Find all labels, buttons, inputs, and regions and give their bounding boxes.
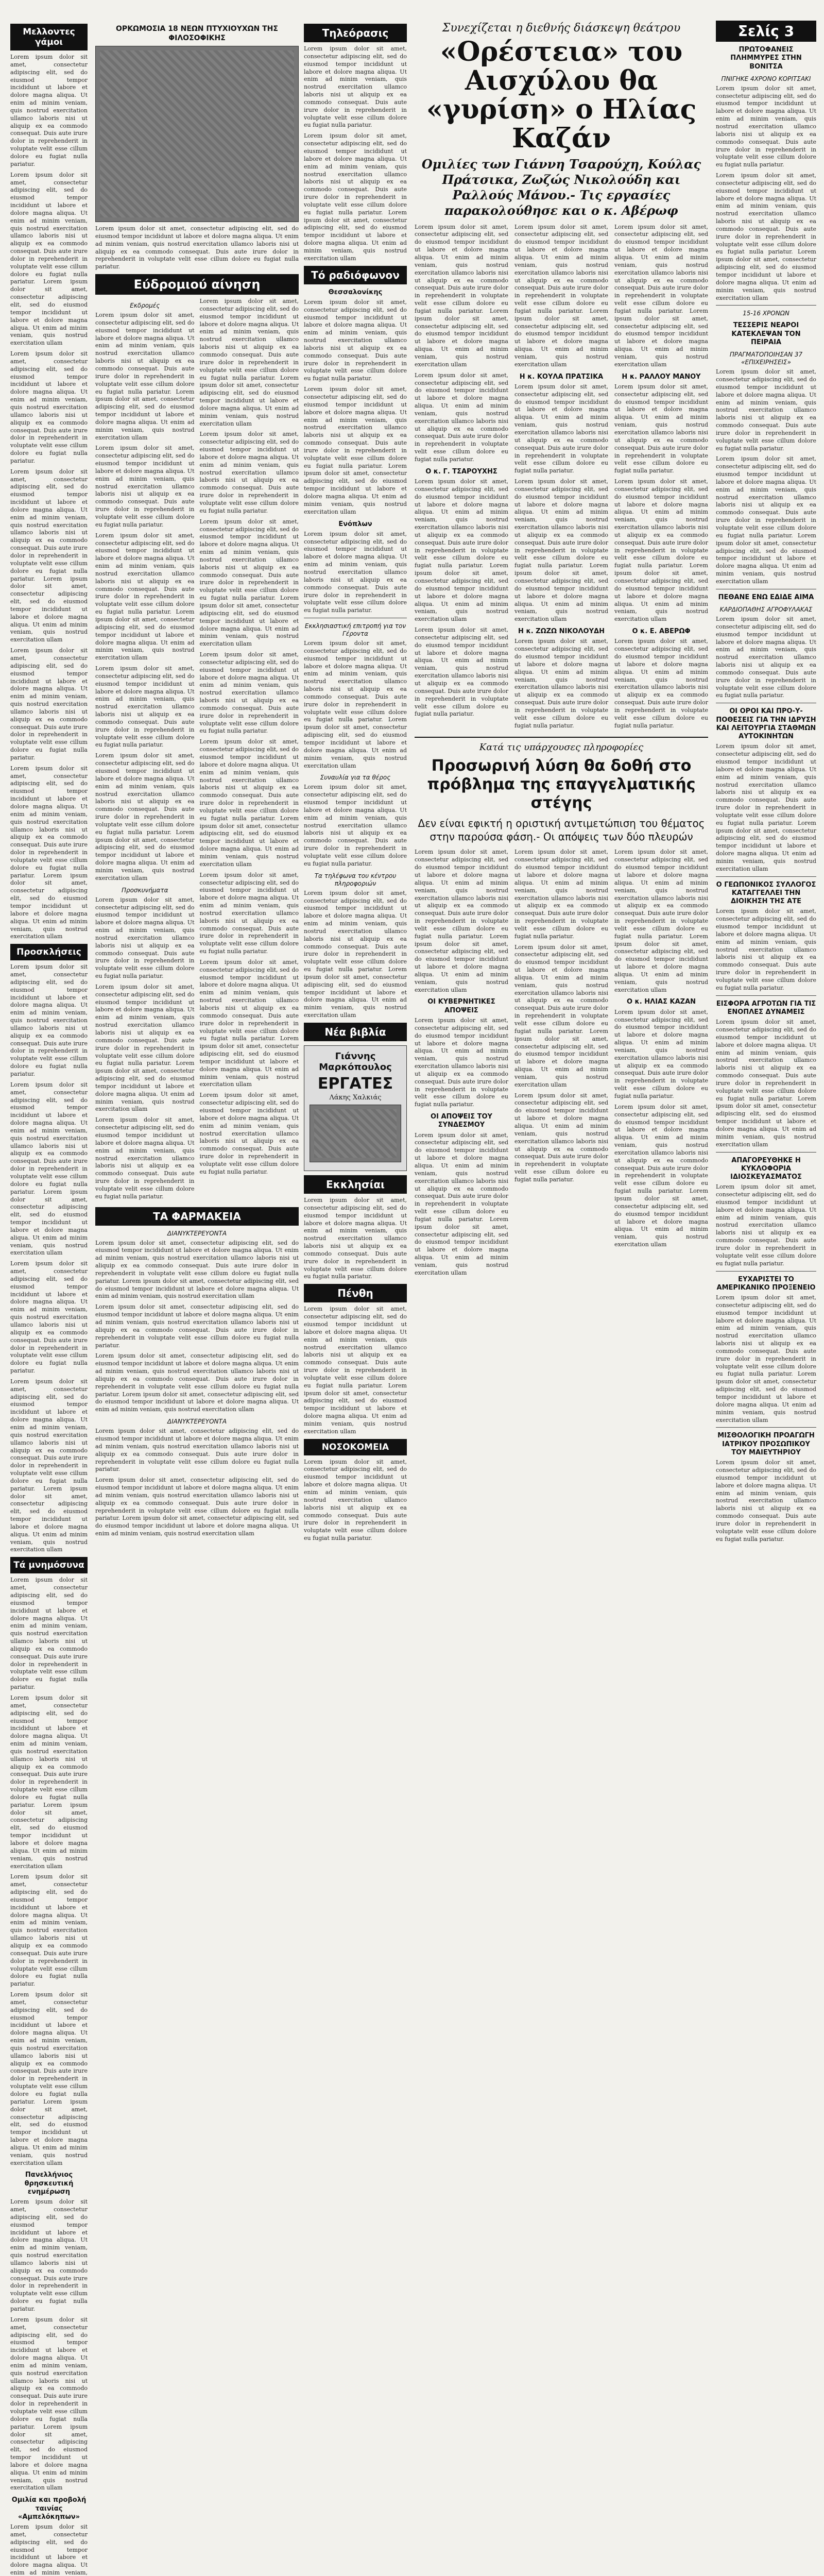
subhead: Ο κ. Γ. ΤΣΑΡΟΥΧΗΣ (425, 467, 497, 476)
body-text: Lorem ipsum dolor sit amet, consectetur adipiscing elit, sed do eiusmod tempor incididunt ut labore et dolore magna aliqua. Ut enim ad minim veniam, quis nostrud exercitation ullamco laboris nisi ut aliquip ex ea commodo consequat. Duis aute irure dolor in reprehenderit in voluptate velit esse cillum dolore eu fugiat nulla pariatur. (716, 368, 816, 452)
churches-banner: Εκκλησίαι (304, 1175, 407, 1194)
body-text: Lorem ipsum dolor sit amet, consectetur adipiscing elit, sed do eiusmod tempor incididunt ut labore et dolore magna aliqua. Ut enim ad minim veniam, quis nostrud exercitation ullamco laboris nisi ut aliquip ex ea commodo consequat. Duis aute irure dolor in reprehenderit in voluptate velit esse cillum dolore eu fugiat nulla pariatur. (304, 784, 407, 867)
body-text: Lorem ipsum dolor sit amet, consectetur adipiscing elit, sed do eiusmod tempor incididunt ut labore et dolore magna aliqua. Ut enim ad minim veniam, quis nostrud exercitation ullamco laboris nisi ut aliquip ex ea commodo consequat. Duis aute irure dolor in reprehenderit in voluptate velit esse cillum dolore eu fugiat nulla pariatur. (304, 530, 407, 614)
body-text: Lorem ipsum dolor sit amet, consectetur adipiscing elit, sed do eiusmod tempor incididunt ut labore et dolore magna aliqua. Ut enim ad minim veniam, quis nostrud exercitation ullamco laboris nisi ut aliquip ex ea commodo consequat. Duis aute irure dolor in reprehenderit in voluptate velit esse cillum dolore eu fugiat nulla pariatur. Lorem ipsum dolor sit amet, consectetur adipiscing elit, sed do eiusmod tempor incididunt ut labore et dolore magna aliqua. Ut enim ad minim veniam, quis nostrud exercitation ullam (199, 738, 299, 868)
section-heading: ΔΙΑΝΥΚΤΕΡΕΥΟΝΤΑ (167, 1229, 227, 1237)
body-text: Lorem ipsum dolor sit amet, consectetur adipiscing elit, sed do eiusmod tempor incididunt ut labore et dolore magna aliqua. Ut enim ad minim veniam, quis nostrud exercitation ullamco laboris nisi ut aliquip ex ea commodo consequat. Duis aute irure dolor in reprehenderit in voluptate velit esse cillum dolore eu fugiat nulla pariatur. Lorem ipsum dolor sit amet, consectetur adipiscing elit, sed do eiusmod tempor incididunt ut labore et dolore magna aliqua. Ut enim ad minim veniam, quis nostrud exercitation ullam (415, 478, 508, 623)
pharmacies-banner: ΤΑ ΦΑΡΜΑΚΕΙΑ (95, 1207, 299, 1226)
subhead: Ο κ. Ε. ΑΒΕΡΩΦ (632, 628, 691, 636)
body-text: Lorem ipsum dolor sit amet, consectetur adipiscing elit, sed do eiusmod tempor incididunt ut labore et dolore magna aliqua. Ut enim ad minim veniam, quis nostrud exercitation ullamco laboris nisi ut aliquip ex ea commodo consequat. Duis aute irure dolor in reprehenderit in voluptate velit esse cillum dolore eu fugiat nulla pariatur. Lorem ipsum dolor sit amet, consectetur adipiscing elit, sed do eiusmod tempor incididunt ut labore et dolore magna aliqua. Ut enim ad minim veniam, quis nostrud exercitation ullam (10, 1081, 88, 1257)
book-cover-photo (310, 1105, 401, 1162)
body-text: Lorem ipsum dolor sit amet, consectetur adipiscing elit, sed do eiusmod tempor incididunt ut labore et dolore magna aliqua. Ut enim ad minim veniam, quis nostrud exercitation ullamco laboris nisi ut aliquip ex ea commodo consequat. Duis aute irure dolor in reprehenderit in voluptate velit esse cillum dolore eu fugiat nulla pariatur. (304, 298, 407, 382)
body-text: Lorem ipsum dolor sit amet, consectetur adipiscing elit, sed do eiusmod tempor incididunt ut labore et dolore magna aliqua. Ut enim ad minim veniam, quis nostrud exercitation ullamco laboris nisi ut aliquip ex ea commodo consequat. Duis aute irure dolor in reprehenderit in voluptate velit esse cillum dolore eu fugiat nulla pariatur. (304, 1458, 407, 1542)
body-text: Lorem ipsum dolor sit amet, consectetur adipiscing elit, sed do eiusmod tempor incididunt ut labore et dolore magna aliqua. Ut enim ad minim veniam, quis nostrud exercitation ullamco laboris nisi ut aliquip ex ea commodo consequat. Duis aute irure dolor in reprehenderit in voluptate velit esse cillum dolore eu fugiat nulla pariatur. Lorem ipsum dolor sit amet, consectetur adipiscing elit, sed do eiusmod tempor incididunt ut labore et dolore magna aliqua. Ut enim ad minim veniam, quis nostrud exercitation ullam (304, 386, 407, 515)
body-text: Lorem ipsum dolor sit amet, consectetur adipiscing elit, sed do eiusmod tempor incididunt ut labore et dolore magna aliqua. Ut enim ad minim veniam, quis nostrud exercitation ullamco laboris nisi ut aliquip ex ea commodo consequat. Duis aute irure dolor in reprehenderit in voluptate velit esse cillum dolore eu fugiat nulla pariatur. (304, 45, 407, 129)
body-text: Lorem ipsum dolor sit amet, consectetur adipiscing elit, sed do eiusmod tempor incididunt ut labore et dolore magna aliqua. Ut enim ad minim veniam, quis nostrud exercitation ullamco laboris nisi ut aliquip ex ea commodo consequat. Duis aute irure dolor in reprehenderit in voluptate velit esse cillum dolore eu fugiat nulla pariatur. Lorem ipsum dolor sit amet, consectetur adipiscing elit, sed do eiusmod tempor incididunt ut labore et dolore magna aliqua. Ut enim ad minim veniam, quis nostrud exercitation ullam (199, 518, 299, 648)
article-heading: ΜΙΣΘΟΛΟΓΙΚΗ ΠΡΟΑΓΩΓΗ ΙΑΤΡΙΚΟΥ ΠΡΟΣΩΠΙΚΟΥ ΤΟΥ ΜΑΙΕΥΤΗΡΙΟΥ (717, 1432, 815, 1456)
body-text: Lorem ipsum dolor sit amet, consectetur adipiscing elit, sed do eiusmod tempor incididunt ut labore et dolore magna aliqua. Ut enim ad minim veniam, quis nostrud exercitation ullamco laboris nisi ut aliquip ex ea commodo consequat. Duis aute irure dolor in reprehenderit in voluptate velit esse cillum dolore eu fugiat nulla pariatur. (614, 1008, 708, 1099)
article-heading: ΕΥΧΑΡΙΣΤΕΙ ΤΟ ΑΜΕΡΙΚΑΝΙΚΟ ΠΡΟΞΕΝΕΙΟ (716, 1275, 816, 1292)
article-heading: ΠΕΘΑΝΕ ΕΝΩ ΕΔΙΔΕ ΑΙΜΑ (718, 593, 814, 601)
body-text: Lorem ipsum dolor sit amet, consectetur adipiscing elit, sed do eiusmod tempor incididunt ut labore et dolore magna aliqua. Ut enim ad minim veniam, quis nostrud exercitation ullamco laboris nisi ut aliquip ex ea commodo consequat. Duis aute irure dolor in reprehenderit in voluptate velit esse cillum dolore eu fugiat nulla pariatur. Lorem ipsum dolor sit amet, consectetur adipiscing elit, sed do eiusmod tempor incididunt ut labore et dolore magna aliqua. Ut enim ad minim veniam, quis nostrud exercitation ullam (95, 752, 195, 882)
body-text: Lorem ipsum dolor sit amet, consectetur adipiscing elit, sed do eiusmod tempor incididunt ut labore et dolore magna aliqua. Ut enim ad minim veniam, quis nostrud exercitation ullamco laboris nisi ut aliquip ex ea commodo consequat. Duis aute irure dolor in reprehenderit in voluptate velit esse cillum dolore eu fugiat nulla pariatur. Lorem ipsum dolor sit amet, consectetur adipiscing elit, sed do eiusmod tempor incididunt ut labore et dolore magna aliqua. Ut enim ad minim veniam, quis nostrud exercitation ullam (304, 132, 407, 262)
subhead: Η κ. ΖΩΖΩ ΝΙΚΟΛΟΥΔΗ (518, 628, 605, 636)
second-headline: Προσωρινή λύση θα δοθή στο πρόβλημα της επαγγελματικής στέγης (427, 757, 696, 812)
body-text: Lorem ipsum dolor sit amet, consectetur adipiscing elit, sed do eiusmod tempor incididunt ut labore et dolore magna aliqua. Ut enim ad minim veniam, quis nostrud exercitation ullamco laboris nisi ut aliquip ex ea commodo consequat. Duis aute irure dolor in reprehenderit in voluptate velit esse cillum dolore eu fugiat nulla pariatur. (304, 1197, 407, 1280)
section-banner: Τά μνημόσυνα (10, 1557, 88, 1573)
body-text: Lorem ipsum dolor sit amet, consectetur adipiscing elit, sed do eiusmod tempor incididunt ut labore et dolore magna aliqua. Ut enim ad minim veniam, quis nostrud exercitation ullamco laboris nisi ut aliquip ex ea commodo consequat. Duis aute irure dolor in reprehenderit in voluptate velit esse cillum dolore eu fugiat nulla pariatur. Lorem ipsum dolor sit amet, consectetur adipiscing elit, sed do eiusmod tempor incididunt ut labore et dolore magna aliqua. Ut enim ad minim veniam, quis nostrud exercitation ullam (716, 1294, 816, 1423)
body-text: Lorem ipsum dolor sit amet, consectetur adipiscing elit, sed do eiusmod tempor incididunt ut labore et dolore magna aliqua. Ut enim ad minim veniam, quis nostrud exercitation ullamco laboris nisi ut aliquip ex ea commodo consequat. Duis aute irure dolor in reprehenderit in voluptate velit esse cillum dolore eu fugiat nulla pariatur. (10, 350, 88, 464)
article-heading: ΟΙ ΟΡΟΙ ΚΑΙ ΠΡΟ-Υ-ΠΟΘΕΣΕΙΣ ΓΙΑ ΤΗΝ ΙΔΡΥΣΗ ΚΑΙ ΛΕΙΤΟΥΡΓΙΑ ΣΤΑΘΜΩΝ ΑΥΤΟΚΙΝΗΤΩΝ (716, 707, 816, 741)
book-author: Γιάννης Μαρκόπουλος (319, 1051, 392, 1073)
body-text: Lorem ipsum dolor sit amet, consectetur adipiscing elit, sed do eiusmod tempor incididunt ut labore et dolore magna aliqua. Ut enim ad minim veniam, quis nostrud exercitation ullamco laboris nisi ut aliquip ex ea commodo consequat. Duis aute irure dolor in reprehenderit in voluptate velit esse cillum dolore eu fugiat nulla pariatur. Lorem ipsum dolor sit amet, consectetur adipiscing elit, sed do eiusmod tempor incididunt ut labore et dolore magna aliqua. Ut enim ad minim veniam, quis nostrud exercitation ullam (10, 1694, 88, 1870)
body-text: Lorem ipsum dolor sit amet, consectetur adipiscing elit, sed do eiusmod tempor incididunt ut labore et dolore magna aliqua. Ut enim ad minim veniam, quis nostrud exercitation ullamco laboris nisi ut aliquip ex ea commodo consequat. Duis aute irure dolor in reprehenderit in voluptate velit esse cillum dolore eu fugiat nulla pariatur. (10, 647, 88, 761)
hospitals-banner: ΝΟΣΟΚΟΜΕΙΑ (304, 1439, 407, 1455)
body-text: Lorem ipsum dolor sit amet, consectetur adipiscing elit, sed do eiusmod tempor incididunt ut labore et dolore magna aliqua. Ut enim ad minim veniam, quis nostrud exercitation ullamco laboris nisi ut aliquip ex ea commodo consequat. Duis aute irure dolor in reprehenderit in voluptate velit esse cillum dolore eu fugiat nulla pariatur. (716, 616, 816, 699)
body-text: Lorem ipsum dolor sit amet, consectetur adipiscing elit, sed do eiusmod tempor incididunt ut labore et dolore magna aliqua. Ut enim ad minim veniam, quis nostrud exercitation ullamco laboris nisi ut aliquip ex ea commodo consequat. Duis aute irure dolor in reprehenderit in voluptate velit esse cillum dolore eu fugiat nulla pariatur. Lorem ipsum dolor sit amet, consectetur adipiscing elit, sed do eiusmod tempor incididunt ut labore et dolore magna aliqua. Ut enim ad minim veniam, quis nostrud exercitation ullam (199, 298, 299, 427)
section-banner: Μελλοντες γάμοι (10, 24, 88, 50)
body-text: Lorem ipsum dolor sit amet, consectetur adipiscing elit, sed do eiusmod tempor incididunt ut labore et dolore magna aliqua. Ut enim ad minim veniam, quis nostrud exercitation ullamco laboris nisi ut aliquip ex ea commodo consequat. Duis aute irure dolor in reprehenderit in voluptate velit esse cillum dolore eu fugiat nulla pariatur. Lorem ipsum dolor sit amet, consectetur adipiscing elit, sed do eiusmod tempor incididunt ut labore et dolore magna aliqua. Ut enim ad minim veniam, quis nostrud exercitation ullam (716, 455, 816, 585)
body-text: Lorem ipsum dolor sit amet, consectetur adipiscing elit, sed do eiusmod tempor incididunt ut labore et dolore magna aliqua. Ut enim ad minim veniam, quis nostrud exercitation ullamco laboris nisi ut aliquip ex ea commodo consequat. Duis aute irure dolor in reprehenderit in voluptate velit esse cillum dolore eu fugiat nulla pariatur. Lorem ipsum dolor sit amet, consectetur adipiscing elit, sed do eiusmod tempor incididunt ut labore et dolore magna aliqua. Ut enim ad minim veniam, quis nostrud exercitation ullam (95, 1477, 299, 1537)
section-heading: Εκδρομές (130, 302, 160, 310)
graduates-photo (95, 46, 299, 222)
body-text: Lorem ipsum dolor sit amet, consectetur adipiscing elit, sed do eiusmod tempor incididunt ut labore et dolore magna aliqua. Ut enim ad minim veniam, quis nostrud exercitation ullamco laboris nisi ut aliquip ex ea commodo consequat. Duis aute irure dolor in reprehenderit in voluptate velit esse cillum dolore eu fugiat nulla pariatur. Lorem ipsum dolor sit amet, consectetur adipiscing elit, sed do eiusmod tempor incididunt ut labore et dolore magna aliqua. Ut enim ad minim veniam, quis nostrud exercitation ullam (10, 468, 88, 643)
second-article-columns (415, 849, 708, 1280)
body-text: Lorem ipsum dolor sit amet, consectetur adipiscing elit, sed do eiusmod tempor incididunt ut labore et dolore magna aliqua. Ut enim ad minim veniam, quis nostrud exercitation ullamco laboris nisi ut aliquip ex ea commodo consequat. Duis aute irure dolor in reprehenderit in voluptate velit esse cillum dolore eu fugiat nulla pariatur. Lorem ipsum dolor sit amet, consectetur adipiscing elit, sed do eiusmod tempor incididunt ut labore et dolore magna aliqua. Ut enim ad minim veniam, quis nostrud exercitation ullam (304, 889, 407, 1019)
book-publisher: Λάκης Χαλκιάς (329, 1094, 382, 1101)
main-kicker: Συνεχίζεται η διεθνής διάσκεψη θεάτρου (442, 22, 681, 35)
body-text: Lorem ipsum dolor sit amet, consectetur adipiscing elit, sed do eiusmod tempor incididunt ut labore et dolore magna aliqua. Ut enim ad minim veniam, quis nostrud exercitation ullamco laboris nisi ut aliquip ex ea commodo consequat. Duis aute irure dolor in reprehenderit in voluptate velit esse cillum dolore eu fugiat nulla pariatur. (415, 626, 508, 718)
body-text: Lorem ipsum dolor sit amet, consectetur adipiscing elit, sed do eiusmod tempor incididunt ut labore et dolore magna aliqua. Ut enim ad minim veniam, quis nostrud exercitation ullamco laboris nisi ut aliquip ex ea commodo consequat. Duis aute irure dolor in reprehenderit in voluptate velit esse cillum dolore eu fugiat nulla pariatur. Lorem ipsum dolor sit amet, consectetur adipiscing elit, sed do eiusmod tempor incididunt ut labore et dolore magna aliqua. Ut enim ad minim veniam, quis nostrud exercitation ullam (95, 1352, 299, 1413)
body-text: Lorem ipsum dolor sit amet, consectetur adipiscing elit, sed do eiusmod tempor incididunt ut labore et dolore magna aliqua. Ut enim ad minim veniam, quis nostrud exercitation ullamco laboris nisi ut aliquip ex ea commodo consequat. Duis aute irure dolor in reprehenderit in voluptate velit esse cillum dolore eu fugiat nulla pariatur. Lorem ipsum dolor sit amet, consectetur adipiscing elit, sed do eiusmod tempor incididunt ut labore et dolore magna aliqua. Ut enim ad minim veniam, quis nostrud exercitation ullam (614, 223, 708, 368)
body-text: Lorem ipsum dolor sit amet, consectetur adipiscing elit, sed do eiusmod tempor incididunt ut labore et dolore magna aliqua. Ut enim ad minim veniam, quis nostrud exercitation ullamco laboris nisi ut aliquip ex ea commodo consequat. Duis aute irure dolor in reprehenderit in voluptate velit esse cillum dolore eu fugiat nulla pariatur. (95, 445, 195, 528)
body-text: Lorem ipsum dolor sit amet, consectetur adipiscing elit, sed do eiusmod tempor incididunt ut labore et dolore magna aliqua. Ut enim ad minim veniam, quis nostrud exercitation ullamco laboris nisi ut aliquip ex ea commodo consequat. Duis aute irure dolor in reprehenderit in voluptate velit esse cillum dolore eu fugiat nulla pariatur. (95, 665, 195, 749)
subhead: Η κ. ΚΟΥΛΑ ΠΡΑΤΣΙΚΑ (519, 372, 604, 381)
divider (716, 1271, 816, 1272)
body-text: Lorem ipsum dolor sit amet, consectetur adipiscing elit, sed do eiusmod tempor incididunt ut labore et dolore magna aliqua. Ut enim ad minim veniam, quis nostrud exercitation ullamco laboris nisi ut aliquip ex ea commodo consequat. Duis aute irure dolor in reprehenderit in voluptate velit esse cillum dolore eu fugiat nulla pariatur. Lorem ipsum dolor sit amet, consectetur adipiscing elit, sed do eiusmod tempor incididunt ut labore et dolore magna aliqua. Ut enim ad minim veniam, quis nostrud exercitation ullam (514, 943, 608, 1088)
body-text: Lorem ipsum dolor sit amet, consectetur adipiscing elit, sed do eiusmod tempor incididunt ut labore et dolore magna aliqua. Ut enim ad minim veniam, quis nostrud exercitation ullamco laboris nisi ut aliquip ex ea commodo consequat. Duis aute irure dolor in reprehenderit in voluptate velit esse cillum dolore eu fugiat nulla pariatur. Lorem ipsum dolor sit amet, consectetur adipiscing elit, sed do eiusmod tempor incididunt ut labore et dolore magna aliqua. Ut enim ad minim veniam, quis nostrud exercitation ullam (95, 983, 195, 1113)
body-text: Lorem ipsum dolor sit amet, consectetur adipiscing elit, sed do eiusmod tempor incididunt ut labore et dolore magna aliqua. Ut enim ad minim veniam, quis nostrud exercitation ullamco laboris nisi ut aliquip ex ea commodo consequat. Duis aute irure dolor in reprehenderit in voluptate velit esse cillum dolore eu fugiat nulla pariatur. Lorem ipsum dolor sit amet, consectetur adipiscing elit, sed do eiusmod tempor incididunt ut labore et dolore magna aliqua. Ut enim ad minim veniam, quis nostrud exercitation ullam (614, 478, 708, 623)
body-text: Lorem ipsum dolor sit amet, consectetur adipiscing elit, sed do eiusmod tempor incididunt ut labore et dolore magna aliqua. Ut enim ad minim veniam, quis nostrud exercitation ullamco laboris nisi ut aliquip ex ea commodo consequat. Duis aute irure dolor in reprehenderit in voluptate velit esse cillum dolore eu fugiat nulla pariatur. Lorem ipsum dolor sit amet, consectetur adipiscing elit, sed do eiusmod tempor incididunt ut labore et dolore magna aliqua. Ut enim ad minim veniam, quis nostrud exercitation ullam (716, 1019, 816, 1148)
body-text: Lorem ipsum dolor sit amet, consectetur adipiscing elit, sed do eiusmod tempor incididunt ut labore et dolore magna aliqua. Ut enim ad minim veniam, quis nostrud exercitation ullamco laboris nisi ut aliquip ex ea commodo consequat. Duis aute irure dolor in reprehenderit in voluptate velit esse cillum dolore eu fugiat nulla pariatur. Lorem ipsum dolor sit amet, consectetur adipiscing elit, sed do eiusmod tempor incididunt ut labore et dolore magna aliqua. Ut enim ad minim veniam, quis nostrud exercitation ullam (10, 2316, 88, 2492)
body-text: Lorem ipsum dolor sit amet, consectetur adipiscing elit, sed do eiusmod tempor incididunt ut labore et dolore magna aliqua. Ut enim ad minim veniam, quis nostrud exercitation ullamco laboris nisi ut aliquip ex ea commodo consequat. Duis aute irure dolor in reprehenderit in voluptate velit esse cillum dolore eu fugiat nulla pariatur. Lorem ipsum dolor sit amet, consectetur adipiscing elit, sed do eiusmod tempor incididunt ut labore et dolore magna aliqua. Ut enim ad minim veniam, quis nostrud exercitation ullam (95, 532, 195, 662)
body-text: Lorem ipsum dolor sit amet, consectetur adipiscing elit, sed do eiusmod tempor incididunt ut labore et dolore magna aliqua. Ut enim ad minim veniam, quis nostrud exercitation ullamco laboris nisi ut aliquip ex ea commodo consequat. Duis aute irure dolor in reprehenderit in voluptate velit esse cillum dolore eu fugiat nulla pariatur. Lorem ipsum dolor sit amet, consectetur adipiscing elit, sed do eiusmod tempor incididunt ut labore et dolore magna aliqua. Ut enim ad minim veniam, quis nostrud exercitation ullam (95, 312, 195, 441)
section-heading: Ενόπλων (338, 520, 372, 528)
body-text: Lorem ipsum dolor sit amet, consectetur adipiscing elit, sed do eiusmod tempor incididunt ut labore et dolore magna aliqua. Ut enim ad minim veniam, quis nostrud exercitation ullamco laboris nisi ut aliquip ex ea commodo consequat. Duis aute irure dolor in reprehenderit in voluptate velit esse cillum dolore eu fugiat nulla pariatur. Lorem ipsum dolor sit amet, consectetur adipiscing elit, sed do eiusmod tempor incididunt ut labore et dolore magna aliqua. Ut enim ad minim veniam, quis nostrud exercitation ullam (304, 1306, 407, 1435)
body-text: Lorem ipsum dolor sit amet, consectetur adipiscing elit, sed do eiusmod tempor incididunt ut labore et dolore magna aliqua. Ut enim ad minim veniam, quis nostrud exercitation ullamco laboris nisi ut aliquip ex ea commodo consequat. Duis aute irure dolor in reprehenderit in voluptate velit esse cillum dolore eu fugiat nulla pariatur. Lorem ipsum dolor sit amet, consectetur adipiscing elit, sed do eiusmod tempor incididunt ut labore et dolore magna aliqua. Ut enim ad minim veniam, quis nostrud exercitation ullam (199, 958, 299, 1088)
body-text: Lorem ipsum dolor sit amet, consectetur adipiscing elit, sed do eiusmod tempor incididunt ut labore et dolore magna aliqua. Ut enim ad minim veniam, quis nostrud exercitation ullamco laboris nisi ut aliquip ex ea commodo consequat. Duis aute irure dolor in reprehenderit in voluptate velit esse cillum dolore eu fugiat nulla pariatur. (199, 431, 299, 514)
article-heading: ΑΠΑΓΟΡΕΥΘΗΚΕ Η ΚΥΚΛΟΦΟΡΙΑ ΙΔΙΟΣΚΕΥΑΣΜΑΤΟΣ (730, 1156, 802, 1181)
main-deck: Ομιλίες των Γιάννη Τσαρούχη, Κούλας Πράτσικα, Ζωζώς Νικολούδη και Ραλλούς Μάνου.- Τις εργασίες παρακολούθησε και ο κ. Αβέρωφ (421, 156, 701, 218)
page-number-banner: Σελίς 3 (716, 21, 816, 42)
body-text: Lorem ipsum dolor sit amet, consectetur adipiscing elit, sed do eiusmod tempor incididunt ut labore et dolore magna aliqua. Ut enim ad minim veniam, quis nostrud exercitation ullamco laboris nisi ut aliquip ex ea commodo consequat. Duis aute irure dolor in reprehenderit in voluptate velit esse cillum dolore eu fugiat nulla pariatur. (514, 1092, 608, 1183)
body-text: Lorem ipsum dolor sit amet, consectetur adipiscing elit, sed do eiusmod tempor incididunt ut labore et dolore magna aliqua. Ut enim ad minim veniam, quis nostrud exercitation ullamco laboris nisi ut aliquip ex ea commodo consequat. Duis aute irure dolor in reprehenderit in voluptate velit esse cillum dolore eu fugiat nulla pariatur. Lorem ipsum dolor sit amet, consectetur adipiscing elit, sed do eiusmod tempor incididunt ut labore et dolore magna aliqua. Ut enim ad minim veniam, quis nostrud exercitation ullam (716, 172, 816, 301)
notice-heading: Τα τηλέφωνα του κέντρου πληροφοριών (314, 872, 397, 887)
article-heading: ΠΡΩΤΟΦΑΝΕΙΣ ΠΛΗΜΜΥΡΕΣ ΣΤΗΝ ΒΟΝΙΤΣΑ (730, 46, 802, 71)
body-text: Lorem ipsum dolor sit amet, consectetur adipiscing elit, sed do eiusmod tempor incididunt ut labore et dolore magna aliqua. Ut enim ad minim veniam, quis nostrud exercitation ullamco laboris nisi ut aliquip ex ea commodo consequat. Duis aute irure dolor in reprehenderit in voluptate velit esse cillum dolore eu fugiat nulla pariatur. (10, 963, 88, 1077)
mourning-banner: Πένθη (304, 1284, 407, 1302)
section-banner: Προσκλήσεις (10, 944, 88, 960)
body-text: Lorem ipsum dolor sit amet, consectetur adipiscing elit, sed do eiusmod tempor incididunt ut labore et dolore magna aliqua. Ut enim ad minim veniam, quis nostrud exercitation ullamco laboris nisi ut aliquip ex ea commodo consequat. Duis aute irure dolor in reprehenderit in voluptate velit esse cillum dolore eu fugiat nulla pariatur. (10, 1873, 88, 1988)
body-text: Lorem ipsum dolor sit amet, consectetur adipiscing elit, sed do eiusmod tempor incididunt ut labore et dolore magna aliqua. Ut enim ad minim veniam, quis nostrud exercitation ullamco laboris nisi ut aliquip ex ea commodo consequat. Duis aute irure dolor in reprehenderit in voluptate velit esse cillum dolore eu fugiat nulla pariatur. (514, 638, 608, 729)
body-text: Lorem ipsum dolor sit amet, consectetur adipiscing elit, sed do eiusmod tempor incididunt ut labore et dolore magna aliqua. Ut enim ad minim veniam, quis nostrud exercitation ullamco laboris nisi ut aliquip ex ea commodo consequat. Duis aute irure dolor in reprehenderit in voluptate velit esse cillum dolore eu fugiat nulla pariatur. (716, 1459, 816, 1543)
divider (716, 305, 816, 306)
body-text: Lorem ipsum dolor sit amet, consectetur adipiscing elit, sed do eiusmod tempor incididunt ut labore et dolore magna aliqua. Ut enim ad minim veniam, quis nostrud exercitation ullamco laboris nisi ut aliquip ex ea commodo consequat. Duis aute irure dolor in reprehenderit in voluptate velit esse cillum dolore eu fugiat nulla pariatur. (10, 1577, 88, 1691)
body-text: Lorem ipsum dolor sit amet, consectetur adipiscing elit, sed do eiusmod tempor incididunt ut labore et dolore magna aliqua. Ut enim ad minim veniam, quis nostrud exercitation ullamco laboris nisi ut aliquip ex ea commodo consequat. Duis aute irure dolor in reprehenderit in voluptate velit esse cillum dolore eu fugiat nulla pariatur. (199, 651, 299, 735)
section-heading: ΔΙΑΝΥΚΤΕΡΕΥΟΝΤΑ (167, 1418, 227, 1426)
body-text: Lorem ipsum dolor sit amet, consectetur adipiscing elit, sed do eiusmod tempor incididunt ut labore et dolore magna aliqua. Ut enim ad minim veniam, quis nostrud exercitation ullamco laboris nisi ut aliquip ex ea commodo consequat. Duis aute irure dolor in reprehenderit in voluptate velit esse cillum dolore eu fugiat nulla pariatur. Lorem ipsum dolor sit amet, consectetur adipiscing elit, sed do eiusmod tempor incididunt ut labore et dolore magna aliqua. Ut enim ad minim veniam, quis nostrud exercitation ullam (415, 223, 508, 368)
book-advert (304, 1045, 407, 1171)
body-text: Lorem ipsum dolor sit amet, consectetur adipiscing elit, sed do eiusmod tempor incididunt ut labore et dolore magna aliqua. Ut enim ad minim veniam, quis nostrud exercitation ullamco laboris nisi ut aliquip ex ea commodo consequat. Duis aute irure dolor in reprehenderit in voluptate velit esse cillum dolore eu fugiat nulla pariatur. (95, 1116, 195, 1200)
body-text: Lorem ipsum dolor sit amet, consectetur adipiscing elit, sed do eiusmod tempor incididunt ut labore et dolore magna aliqua. Ut enim ad minim veniam, quis nostrud exercitation ullamco laboris nisi ut aliquip ex ea commodo consequat. Duis aute irure dolor in reprehenderit in voluptate velit esse cillum dolore eu fugiat nulla pariatur. (514, 849, 608, 940)
body-text: Lorem ipsum dolor sit amet, consectetur adipiscing elit, sed do eiusmod tempor incididunt ut labore et dolore magna aliqua. Ut enim ad minim veniam, quis nostrud exercitation ullamco laboris nisi ut aliquip ex ea commodo consequat. Duis aute irure dolor in reprehenderit in voluptate velit esse cillum dolore eu fugiat nulla pariatur. Lorem ipsum dolor sit amet, consectetur adipiscing elit, sed do eiusmod tempor incididunt ut labore et dolore magna aliqua. Ut enim ad minim veniam, quis nostrud exercitation ullam (716, 743, 816, 872)
photo-caption: Lorem ipsum dolor sit amet, consectetur adipiscing elit, sed do eiusmod tempor incididunt ut labore et dolore magna aliqua. Ut enim ad minim veniam, quis nostrud exercitation ullamco laboris nisi ut aliquip ex ea commodo consequat. Duis aute irure dolor in reprehenderit in voluptate velit esse cillum dolore eu fugiat nulla pariatur. (95, 225, 299, 270)
body-text: Lorem ipsum dolor sit amet, consectetur adipiscing elit, sed do eiusmod tempor incididunt ut labore et dolore magna aliqua. Ut enim ad minim veniam, quis nostrud exercitation ullamco laboris nisi ut aliquip ex ea commodo consequat. Duis aute irure dolor in reprehenderit in voluptate velit esse cillum dolore eu fugiat nulla pariatur. Lorem ipsum dolor sit amet, consectetur adipiscing elit, sed do eiusmod tempor incididunt ut labore et dolore magna aliqua. Ut enim ad minim veniam, quis nostrud exercitation ullam (415, 1131, 508, 1276)
section-heading: Θεσσαλονίκης (328, 288, 383, 296)
notice-heading: Εκκλησιαστική επιτροπή για τον Γέροντα (304, 622, 406, 638)
body-text: Lorem ipsum dolor sit amet, consectetur adipiscing elit, sed do eiusmod tempor incididunt ut labore et dolore magna aliqua. Ut enim ad minim veniam, quis nostrud exercitation ullamco laboris nisi ut aliquip ex ea commodo consequat. Duis aute irure dolor in reprehenderit in voluptate velit esse cillum dolore eu fugiat nulla pariatur. (614, 638, 708, 729)
body-text: Lorem ipsum dolor sit amet, consectetur adipiscing elit, sed do eiusmod tempor incididunt ut labore et dolore magna aliqua. Ut enim ad minim veniam, quis nostrud exercitation ullamco laboris nisi ut aliquip ex ea commodo consequat. Duis aute irure dolor in reprehenderit in voluptate velit esse cillum dolore eu fugiat nulla pariatur. (614, 383, 708, 474)
body-text: Lorem ipsum dolor sit amet, consectetur adipiscing elit, sed do eiusmod tempor incididunt ut labore et dolore magna aliqua. Ut enim ad minim veniam, quis nostrud exercitation ullamco laboris nisi ut aliquip ex ea commodo consequat. Duis aute irure dolor in reprehenderit in voluptate velit esse cillum dolore eu fugiat nulla pariatur. (95, 1303, 299, 1349)
column-5 (716, 21, 816, 1543)
section-banner: Εύδρομιού αίνηση (95, 274, 299, 295)
book-title: ΕΡΓΑΤΕΣ (317, 1075, 393, 1093)
main-headline: «Ορέστεια» του Αισχύλου θα «γυρίση» ο Ηλίας Καζάν (426, 36, 697, 155)
article-subheading: ΠΡΑΓΜΑΤΟΠΟΙΗΣΑΝ 37 «ΕΠΙΧΕΙΡΗΣΕΙΣ» (729, 351, 803, 366)
body-text: Lorem ipsum dolor sit amet, consectetur adipiscing elit, sed do eiusmod tempor incididunt ut labore et dolore magna aliqua. Ut enim ad minim veniam, (10, 2523, 88, 2576)
article-subheading: ΚΑΡΔΙΟΠΑΘΗΣ ΑΓΡΟΦΥΛΑΚΑΣ (719, 606, 813, 613)
divider (716, 1427, 816, 1428)
tv-banner: Τηλεόρασις (304, 24, 407, 42)
new-books-banner: Νέα βιβλία (304, 1023, 407, 1041)
divider (716, 876, 816, 877)
body-text: Lorem ipsum dolor sit amet, consectetur adipiscing elit, sed do eiusmod tempor incididunt ut labore et dolore magna aliqua. Ut enim ad minim veniam, quis nostrud exercitation ullamco laboris nisi ut aliquip ex ea commodo consequat. Duis aute irure dolor in reprehenderit in voluptate velit esse cillum dolore eu fugiat nulla pariatur. (95, 1428, 299, 1473)
body-text: Lorem ipsum dolor sit amet, consectetur adipiscing elit, sed do eiusmod tempor incididunt ut labore et dolore magna aliqua. Ut enim ad minim veniam, quis nostrud exercitation ullamco laboris nisi ut aliquip ex ea commodo consequat. Duis aute irure dolor in reprehenderit in voluptate velit esse cillum dolore eu fugiat nulla pariatur. Lorem ipsum dolor sit amet, consectetur adipiscing elit, sed do eiusmod tempor incididunt ut labore et dolore magna aliqua. Ut enim ad minim veniam, quis nostrud exercitation ullam (95, 1239, 299, 1300)
article-subheading: ΠΝΙΓΗΚΕ 4ΧΡΟΝΟ ΚΟΡΙΤΣΑΚΙ (721, 75, 811, 82)
article-heading: Ο ΓΕΩΠΟΝΙΚΟΣ ΣΥΛΛΟΓΟΣ ΚΑΤΑΓΓΕΛΛΕΙ ΤΗΝ ΔΙΟΙΚΗΣΗ ΤΗΣ ΑΤΕ (716, 880, 816, 906)
body-text: Lorem ipsum dolor sit amet, consectetur adipiscing elit, sed do eiusmod tempor incididunt ut labore et dolore magna aliqua. Ut enim ad minim veniam, quis nostrud exercitation ullamco laboris nisi ut aliquip ex ea commodo consequat. Duis aute irure dolor in reprehenderit in voluptate velit esse cillum dolore eu fugiat nulla pariatur. (716, 1183, 816, 1267)
column-4 (415, 21, 708, 1276)
body-text: Lorem ipsum dolor sit amet, consectetur adipiscing elit, sed do eiusmod tempor incididunt ut labore et dolore magna aliqua. Ut enim ad minim veniam, quis nostrud exercitation ullamco laboris nisi ut aliquip ex ea commodo consequat. Duis aute irure dolor in reprehenderit in voluptate velit esse cillum dolore eu fugiat nulla pariatur. Lorem ipsum dolor sit amet, consectetur adipiscing elit, sed do eiusmod tempor incididunt ut labore et dolore magna aliqua. Ut enim ad minim veniam, quis nostrud exercitation ullam (10, 171, 88, 347)
main-article-columns (415, 224, 708, 733)
subhead: Ο κ. ΗΛΙΑΣ ΚΑΖΑΝ (626, 998, 696, 1006)
body-text: Lorem ipsum dolor sit amet, consectetur adipiscing elit, sed do eiusmod tempor incididunt ut labore et dolore magna aliqua. Ut enim ad minim veniam, quis nostrud exercitation ullamco laboris nisi ut aliquip ex ea commodo consequat. Duis aute irure dolor in reprehenderit in voluptate velit esse cillum dolore eu fugiat nulla pariatur. Lorem ipsum dolor sit amet, consectetur adipiscing elit, sed do eiusmod tempor incididunt ut labore et dolore magna aliqua. Ut enim ad minim veniam, quis nostrud exercitation ullam (415, 849, 508, 993)
body-text: Lorem ipsum dolor sit amet, consectetur adipiscing elit, sed do eiusmod tempor incididunt ut labore et dolore magna aliqua. Ut enim ad minim veniam, quis nostrud exercitation ullamco laboris nisi ut aliquip ex ea commodo consequat. Duis aute irure dolor in reprehenderit in voluptate velit esse cillum dolore eu fugiat nulla pariatur. Lorem ipsum dolor sit amet, consectetur adipiscing elit, sed do eiusmod tempor incididunt ut labore et dolore magna aliqua. Ut enim ad minim veniam, quis nostrud exercitation ullam (614, 849, 708, 993)
body-text: Lorem ipsum dolor sit amet, consectetur adipiscing elit, sed do eiusmod tempor incididunt ut labore et dolore magna aliqua. Ut enim ad minim veniam, quis nostrud exercitation ullamco laboris nisi ut aliquip ex ea commodo consequat. Duis aute irure dolor in reprehenderit in voluptate velit esse cillum dolore eu fugiat nulla pariatur. (10, 1260, 88, 1375)
second-deck: Δεν είναι εφικτή η οριστική αντιμετώπιση του θέματος στην παρούσα φάση.- Οι απόψεις των δύο πλευρών (418, 817, 705, 843)
body-text: Lorem ipsum dolor sit amet, consectetur adipiscing elit, sed do eiusmod tempor incididunt ut labore et dolore magna aliqua. Ut enim ad minim veniam, quis nostrud exercitation ullamco laboris nisi ut aliquip ex ea commodo consequat. Duis aute irure dolor in reprehenderit in voluptate velit esse cillum dolore eu fugiat nulla pariatur. Lorem ipsum dolor sit amet, consectetur adipiscing elit, sed do eiusmod tempor incididunt ut labore et dolore magna aliqua. Ut enim ad minim veniam, quis nostrud exercitation ullam (10, 1378, 88, 1553)
article-heading: ΕΙΣΦΟΡΑ ΑΓΡΟΤΩΝ ΓΙΑ ΤΙΣ ΕΝΟΠΛΕΣ ΔΥΝΑΜΕΙΣ (716, 999, 816, 1016)
divider (415, 737, 708, 738)
body-text: Lorem ipsum dolor sit amet, consectetur adipiscing elit, sed do eiusmod tempor incididunt ut labore et dolore magna aliqua. Ut enim ad minim veniam, quis nostrud exercitation ullamco laboris nisi ut aliquip ex ea commodo consequat. Duis aute irure dolor in reprehenderit in voluptate velit esse cillum dolore eu fugiat nulla pariatur. (415, 371, 508, 463)
article-heading: ΤΕΣΣΕΡΙΣ ΝΕΑΡΟΙ ΚΑΤΕΚΛΕΨΑΝ ΤΟΝ ΠΕΙΡΑΙΑ (731, 321, 801, 346)
divider (716, 995, 816, 996)
divider (716, 1152, 816, 1153)
body-text: Lorem ipsum dolor sit amet, consectetur adipiscing elit, sed do eiusmod tempor incididunt ut labore et dolore magna aliqua. Ut enim ad minim veniam, quis nostrud exercitation ullamco laboris nisi ut aliquip ex ea commodo consequat. Duis aute irure dolor in reprehenderit in voluptate velit esse cillum dolore eu fugiat nulla pariatur. (514, 383, 608, 474)
body-text: Lorem ipsum dolor sit amet, consectetur adipiscing elit, sed do eiusmod tempor incididunt ut labore et dolore magna aliqua. Ut enim ad minim veniam, quis nostrud exercitation ullamco laboris nisi ut aliquip ex ea commodo consequat. Duis aute irure dolor in reprehenderit in voluptate velit esse cillum dolore eu fugiat nulla pariatur. (10, 54, 88, 167)
body-text: Lorem ipsum dolor sit amet, consectetur adipiscing elit, sed do eiusmod tempor incididunt ut labore et dolore magna aliqua. Ut enim ad minim veniam, quis nostrud exercitation ullamco laboris nisi ut aliquip ex ea commodo consequat. Duis aute irure dolor in reprehenderit in voluptate velit esse cillum dolore eu fugiat nulla pariatur. (716, 84, 816, 168)
article-heading: Ομιλία και προβολή ταινίας «Αμπελόκηπων» (11, 2496, 87, 2521)
body-text: Lorem ipsum dolor sit amet, consectetur adipiscing elit, sed do eiusmod tempor incididunt ut labore et dolore magna aliqua. Ut enim ad minim veniam, quis nostrud exercitation ullamco laboris nisi ut aliquip ex ea commodo consequat. Duis aute irure dolor in reprehenderit in voluptate velit esse cillum dolore eu fugiat nulla pariatur. (95, 896, 195, 980)
section-heading: Προσκυνήματα (121, 886, 168, 894)
body-text: Lorem ipsum dolor sit amet, consectetur adipiscing elit, sed do eiusmod tempor incididunt ut labore et dolore magna aliqua. Ut enim ad minim veniam, quis nostrud exercitation ullamco laboris nisi ut aliquip ex ea commodo consequat. Duis aute irure dolor in reprehenderit in voluptate velit esse cillum dolore eu fugiat nulla pariatur. (199, 1092, 299, 1175)
body-text: Lorem ipsum dolor sit amet, consectetur adipiscing elit, sed do eiusmod tempor incididunt ut labore et dolore magna aliqua. Ut enim ad minim veniam, quis nostrud exercitation ullamco laboris nisi ut aliquip ex ea commodo consequat. Duis aute irure dolor in reprehenderit in voluptate velit esse cillum dolore eu fugiat nulla pariatur. (415, 1016, 508, 1108)
second-kicker: Κατά τις υπάρχουσες πληροφορίες (479, 742, 644, 753)
body-text: Lorem ipsum dolor sit amet, consectetur adipiscing elit, sed do eiusmod tempor incididunt ut labore et dolore magna aliqua. Ut enim ad minim veniam, quis nostrud exercitation ullamco laboris nisi ut aliquip ex ea commodo consequat. Duis aute irure dolor in reprehenderit in voluptate velit esse cillum dolore eu fugiat nulla pariatur. Lorem ipsum dolor sit amet, consectetur adipiscing elit, sed do eiusmod tempor incididunt ut labore et dolore magna aliqua. Ut enim ad minim veniam, quis nostrud exercitation ullam (514, 478, 608, 623)
article-heading: Πανελλήνιος θρησκευτική ενημέρωση (24, 2171, 74, 2196)
body-text: Lorem ipsum dolor sit amet, consectetur adipiscing elit, sed do eiusmod tempor incididunt ut labore et dolore magna aliqua. Ut enim ad minim veniam, quis nostrud exercitation ullamco laboris nisi ut aliquip ex ea commodo consequat. Duis aute irure dolor in reprehenderit in voluptate velit esse cillum dolore eu fugiat nulla pariatur. Lorem ipsum dolor sit amet, consectetur adipiscing elit, sed do eiusmod tempor incididunt ut labore et dolore magna aliqua. Ut enim ad minim veniam, quis nostrud exercitation ullam (10, 1991, 88, 2166)
body-text: Lorem ipsum dolor sit amet, consectetur adipiscing elit, sed do eiusmod tempor incididunt ut labore et dolore magna aliqua. Ut enim ad minim veniam, quis nostrud exercitation ullamco laboris nisi ut aliquip ex ea commodo consequat. Duis aute irure dolor in reprehenderit in voluptate velit esse cillum dolore eu fugiat nulla pariatur. Lorem ipsum dolor sit amet, consectetur adipiscing elit, sed do eiusmod tempor incididunt ut labore et dolore magna aliqua. Ut enim ad minim veniam, quis nostrud exercitation ullam (304, 640, 407, 769)
body-text: Lorem ipsum dolor sit amet, consectetur adipiscing elit, sed do eiusmod tempor incididunt ut labore et dolore magna aliqua. Ut enim ad minim veniam, quis nostrud exercitation ullamco laboris nisi ut aliquip ex ea commodo consequat. Duis aute irure dolor in reprehenderit in voluptate velit esse cillum dolore eu fugiat nulla pariatur. Lorem ipsum dolor sit amet, consectetur adipiscing elit, sed do eiusmod tempor incididunt ut labore et dolore magna aliqua. Ut enim ad minim veniam, quis nostrud exercitation ullam (614, 1103, 708, 1248)
radio-banner: Τό ραδιόφωνον (304, 266, 407, 284)
photo-headline: ΟΡΚΩΜΟΣΙΑ 18 ΝΕΩΝ ΠΤΥΧΙΟΥΧΩΝ ΤΗΣ ΦΙΛΟΣΟΦΙΚΗΣ (116, 25, 278, 42)
subhead: Η κ. ΡΑΛΛΟΥ ΜΑΝΟΥ (622, 372, 701, 381)
column-1 (10, 21, 88, 2576)
body-text: Lorem ipsum dolor sit amet, consectetur adipiscing elit, sed do eiusmod tempor incididunt ut labore et dolore magna aliqua. Ut enim ad minim veniam, quis nostrud exercitation ullamco laboris nisi ut aliquip ex ea commodo consequat. Duis aute irure dolor in reprehenderit in voluptate velit esse cillum dolore eu fugiat nulla pariatur. Lorem ipsum dolor sit amet, consectetur adipiscing elit, sed do eiusmod tempor incididunt ut labore et dolore magna aliqua. Ut enim ad minim veniam, quis nostrud exercitation ullam (514, 223, 608, 368)
column-3 (304, 21, 407, 1542)
article-kicker: 15-16 ΧΡΟΝΩΝ (743, 310, 789, 317)
notice-heading: Συναυλία για τα θέρος (320, 774, 391, 782)
body-text: Lorem ipsum dolor sit amet, consectetur adipiscing elit, sed do eiusmod tempor incididunt ut labore et dolore magna aliqua. Ut enim ad minim veniam, quis nostrud exercitation ullamco laboris nisi ut aliquip ex ea commodo consequat. Duis aute irure dolor in reprehenderit in voluptate velit esse cillum dolore eu fugiat nulla pariatur. (199, 871, 299, 955)
body-text: Lorem ipsum dolor sit amet, consectetur adipiscing elit, sed do eiusmod tempor incididunt ut labore et dolore magna aliqua. Ut enim ad minim veniam, quis nostrud exercitation ullamco laboris nisi ut aliquip ex ea commodo consequat. Duis aute irure dolor in reprehenderit in voluptate velit esse cillum dolore eu fugiat nulla pariatur. Lorem ipsum dolor sit amet, consectetur adipiscing elit, sed do eiusmod tempor incididunt ut labore et dolore magna aliqua. Ut enim ad minim veniam, quis nostrud exercitation ullam (10, 765, 88, 940)
subhead: ΟΙ ΚΥΒΕΡΝΗΤΙΚΕΣ ΑΠΟΨΕΙΣ (427, 998, 495, 1014)
listing-columns (95, 298, 299, 1204)
body-text: Lorem ipsum dolor sit amet, consectetur adipiscing elit, sed do eiusmod tempor incididunt ut labore et dolore magna aliqua. Ut enim ad minim veniam, quis nostrud exercitation ullamco laboris nisi ut aliquip ex ea commodo consequat. Duis aute irure dolor in reprehenderit in voluptate velit esse cillum dolore eu fugiat nulla pariatur. (10, 2198, 88, 2312)
column-2 (95, 21, 299, 1537)
subhead: ΟΙ ΑΠΟΨΕΙΣ ΤΟΥ ΣΥΝΔΕΣΜΟΥ (431, 1113, 492, 1129)
body-text: Lorem ipsum dolor sit amet, consectetur adipiscing elit, sed do eiusmod tempor incididunt ut labore et dolore magna aliqua. Ut enim ad minim veniam, quis nostrud exercitation ullamco laboris nisi ut aliquip ex ea commodo consequat. Duis aute irure dolor in reprehenderit in voluptate velit esse cillum dolore eu fugiat nulla pariatur. (716, 908, 816, 991)
